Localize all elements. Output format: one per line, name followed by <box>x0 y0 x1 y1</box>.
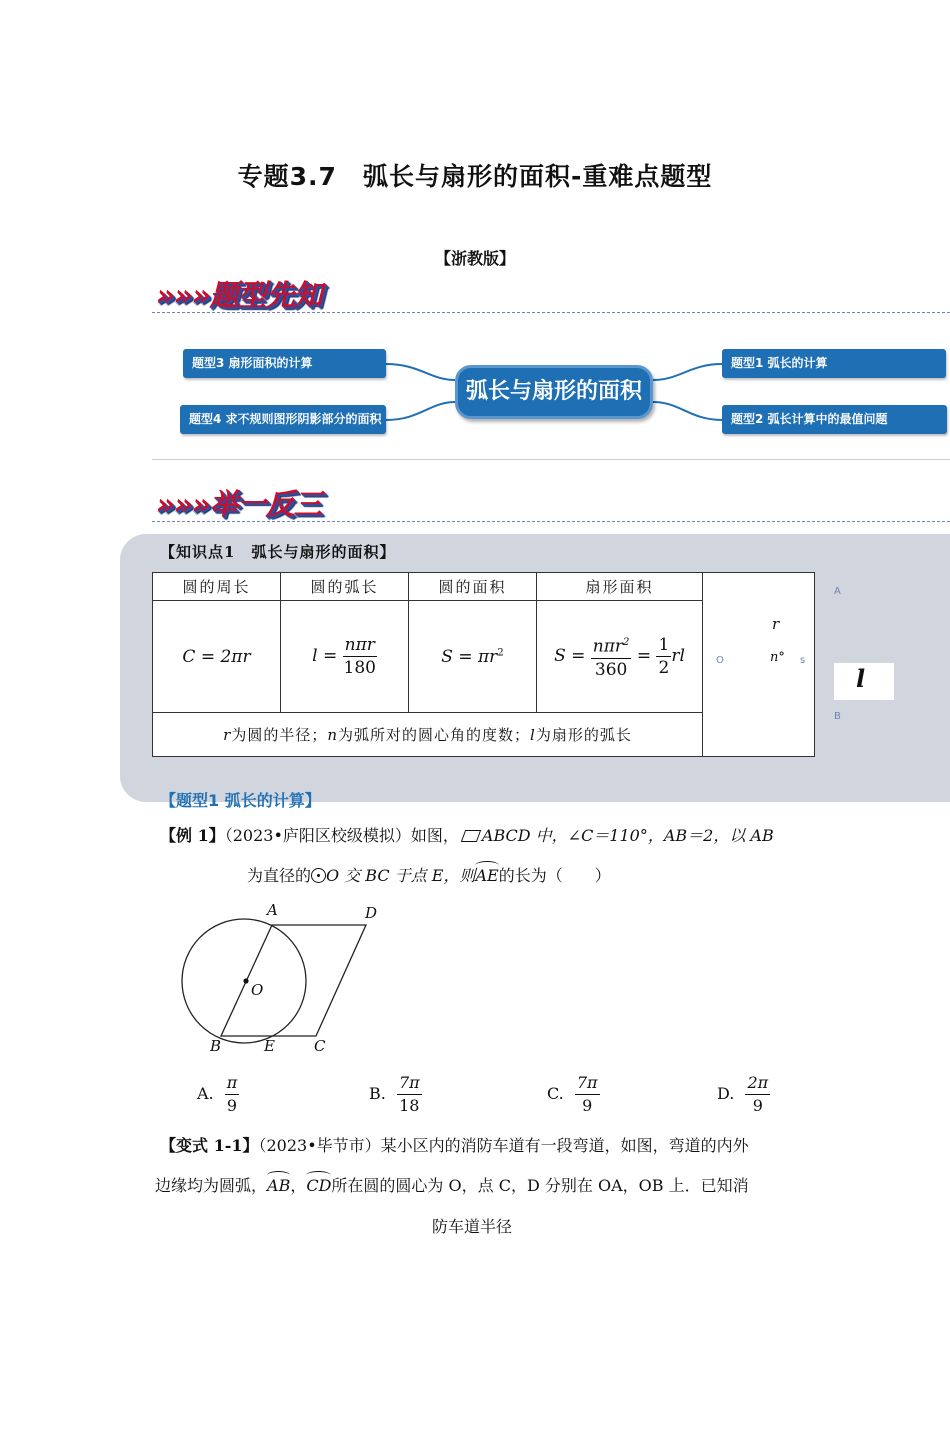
fig-label-b: B <box>210 1037 222 1055</box>
fig-label-a: A <box>267 901 278 919</box>
header-circumference: 圆的周长 <box>153 573 281 601</box>
mindmap-node-type3: 题型3 扇形面积的计算 <box>183 349 386 378</box>
arc-cd: CD <box>306 1176 332 1195</box>
divider-dashed <box>152 521 950 522</box>
arc-ae: AE <box>475 866 499 885</box>
mindmap-node-type4: 题型4 求不规则图形阴影部分的面积 <box>180 405 386 434</box>
knowledge-title: 【知识点1 弧长与扇形的面积】 <box>160 543 396 561</box>
header-arc-length: 圆的弧长 <box>281 573 409 601</box>
sector-label-n: n° <box>770 650 785 665</box>
formula-notes: r为圆的半径；n为弧所对的圆心角的度数；l为扇形的弧长 <box>153 713 703 757</box>
divider-dashed <box>152 312 950 313</box>
fig-label-e: E <box>264 1037 275 1055</box>
option-d[interactable]: D. $\frac{2\pi}{9}$ <box>717 1073 769 1115</box>
sector-label-l: l <box>856 664 866 693</box>
variant-1-1-line2: 边缘均为圆弧，AB，CD所在圆的圆心为 O，点 C，D 分别在 OA，OB 上．已知消 <box>155 1176 749 1195</box>
example-1-line1: 【例 1】（2023•庐阳区校级模拟）如图， ABCD 中，∠C＝110°，AB＝2，以 AB <box>160 826 774 845</box>
variant-1-1-line3: 防车道半径 <box>432 1217 513 1236</box>
formula-sector-area: S = $\frac{n\pi r^2}{360}$ = $\frac{1}{2}$ rl <box>537 601 703 713</box>
fig-label-o: O <box>251 981 264 999</box>
formula-arc-length: l = $\frac{\text{nπr}}{180}$ <box>281 601 409 713</box>
sector-label-s: s <box>800 655 806 666</box>
mindmap-node-type2: 题型2 弧长计算中的最值问题 <box>722 405 947 434</box>
example-1-line2: 为直径的 O 交 BC 于点 E，则AE的长为（ ） <box>247 866 611 885</box>
fig-label-d: D <box>365 904 378 922</box>
header-sector-area: 扇形面积 <box>537 573 703 601</box>
divider-line <box>152 459 950 460</box>
edition-label: 【浙教版】 <box>434 249 515 268</box>
center-point <box>243 978 248 983</box>
question-type-1-title: 【题型1 弧长的计算】 <box>160 791 321 810</box>
sector-label-a: A <box>834 586 841 597</box>
option-c[interactable]: C. $\frac{7\pi}{9}$ <box>547 1073 598 1115</box>
option-a[interactable]: A. $\frac{\pi}{9}$ <box>197 1073 238 1115</box>
formula-circumference: C = 2πr <box>153 601 281 713</box>
arc-ab: AB <box>267 1176 291 1195</box>
mindmap-center: 弧长与扇形的面积 <box>455 365 653 419</box>
banner-preview: »»»题型先知 <box>156 278 322 312</box>
page-title: 专题3.7 弧长与扇形的面积-重难点题型 <box>237 162 713 191</box>
parallelogram-icon <box>461 830 481 842</box>
sector-label-b: B <box>834 711 841 722</box>
circle-dot-icon <box>311 868 326 883</box>
fig-label-c: C <box>314 1037 326 1055</box>
variant-1-1-line1: 【变式 1-1】（2023•毕节市）某小区内的消防车道有一段弯道，如图，弯道的内外 <box>160 1136 749 1155</box>
option-b[interactable]: B. $\frac{7\pi}{18}$ <box>369 1073 420 1115</box>
banner-examples: »»»举一反三 <box>156 487 322 521</box>
formula-circle-area: $S = \pi r^2$ <box>409 601 537 713</box>
mindmap-node-type1: 题型1 弧长的计算 <box>722 349 946 378</box>
sector-label-r: r <box>772 615 780 633</box>
sector-label-o: O <box>716 655 724 666</box>
header-circle-area: 圆的面积 <box>409 573 537 601</box>
